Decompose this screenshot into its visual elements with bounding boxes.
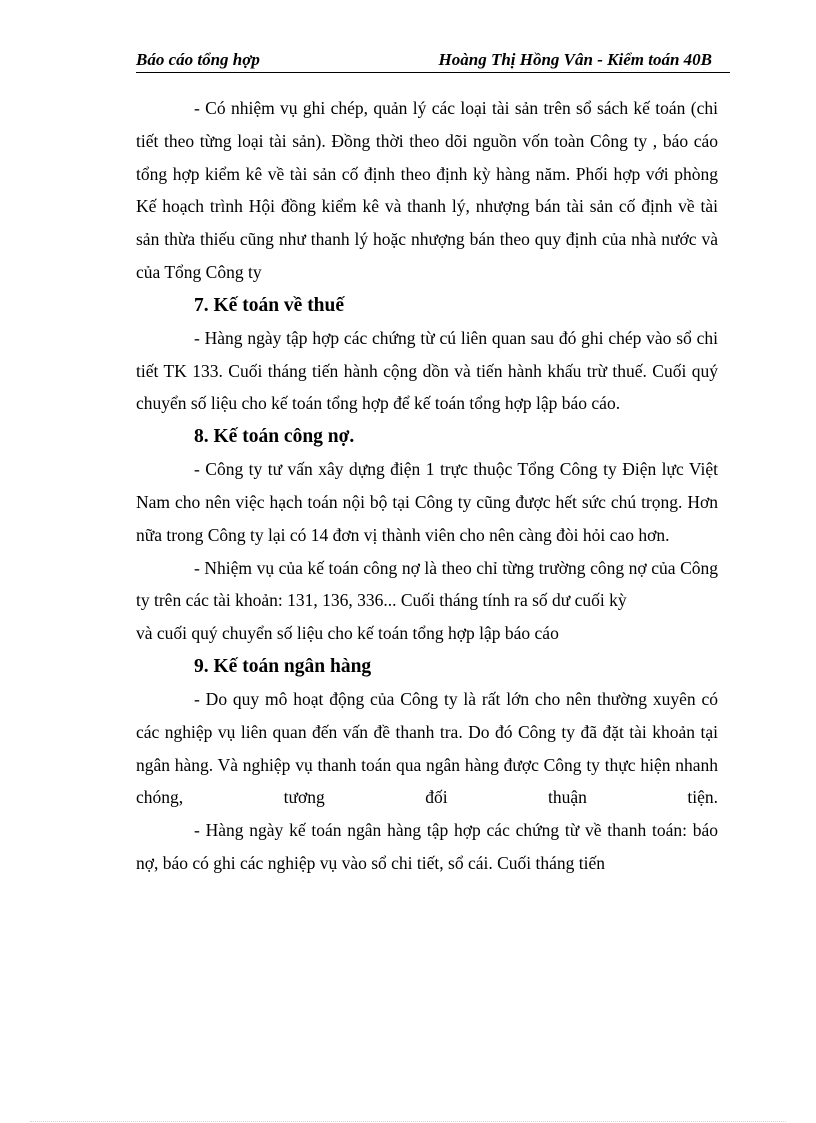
- page-header: [136, 50, 730, 73]
- section-9-heading: 9. Kế toán ngân hàng: [194, 655, 372, 677]
- section-7-heading: 7. Kế toán về thuế: [194, 294, 345, 316]
- section-8-paragraph-2: - Nhiệm vụ của kế toán công nợ là theo chỉ từng trường công nợ của Công ty trên các tài khoản: 131, 136, 336... Cuối tháng tính ra số dư cuối kỳ: [136, 557, 718, 611]
- section-8-paragraph-3: và cuối quý chuyển số liệu cho kế toán tổng hợp lập báo cáo: [136, 623, 559, 644]
- header-report-title: Báo cáo tổng hợp: [136, 50, 260, 69]
- document-body: [136, 92, 718, 880]
- page-bottom-divider: [30, 1121, 786, 1122]
- section-9-paragraph-1: - Do quy mô hoạt động của Công ty là rất lớn cho nên thường xuyên có các nghiệp vụ liên quan đến vấn đề thanh tra. Do đó Công ty đã đặt tài khoản tại ngân hàng. Và nghiệp vụ thanh toán qua ngân hàng được Công ty thực hiện nhanh chóng, tương đối thuận tiện.: [136, 688, 718, 808]
- section-7-paragraph: - Hàng ngày tập hợp các chứng từ cú liên quan sau đó ghi chép vào sổ chi tiết TK 133. Cuối tháng tiến hành cộng dồn và tiến hành khấu trừ thuế. Cuối quý chuyển số liệu cho kế toán tổng hợp để kế toán tổng hợp lập báo cáo.: [136, 327, 718, 414]
- intro-paragraph: - Có nhiệm vụ ghi chép, quản lý các loại tài sản trên sổ sách kế toán (chi tiết theo từng loại tài sản). Đồng thời theo dõi nguồn vốn toàn Công ty , báo cáo tổng hợp kiểm kê về tài sản cố định theo định kỳ hàng năm. Phối hợp với phòng Kế hoạch trình Hội đồng kiểm kê và thanh lý, nhượng bán tài sản cố định về tài sản thừa thiếu cũng như thanh lý hoặc nhượng bán theo quy định của nhà nước và của Tổng Công ty: [136, 98, 718, 282]
- header-author: Hoàng Thị Hồng Vân - Kiểm toán 40B: [438, 50, 712, 69]
- section-8-paragraph-1: - Công ty tư vấn xây dựng điện 1 trực thuộc Tổng Công ty Điện lực Việt Nam cho nên việc hạch toán nội bộ tại Công ty cũng được hết sức chú trọng. Hơn nữa trong Công ty lại có 14 đơn vị thành viên cho nên càng đòi hỏi cao hơn.: [136, 459, 718, 545]
- section-8-heading: 8. Kế toán công nợ.: [194, 426, 355, 448]
- section-9-paragraph-2: - Hàng ngày kế toán ngân hàng tập hợp các chứng từ về thanh toán: báo nợ, báo có ghi các nghiệp vụ vào sổ chi tiết, sổ cái. Cuối tháng tiến: [136, 820, 718, 873]
